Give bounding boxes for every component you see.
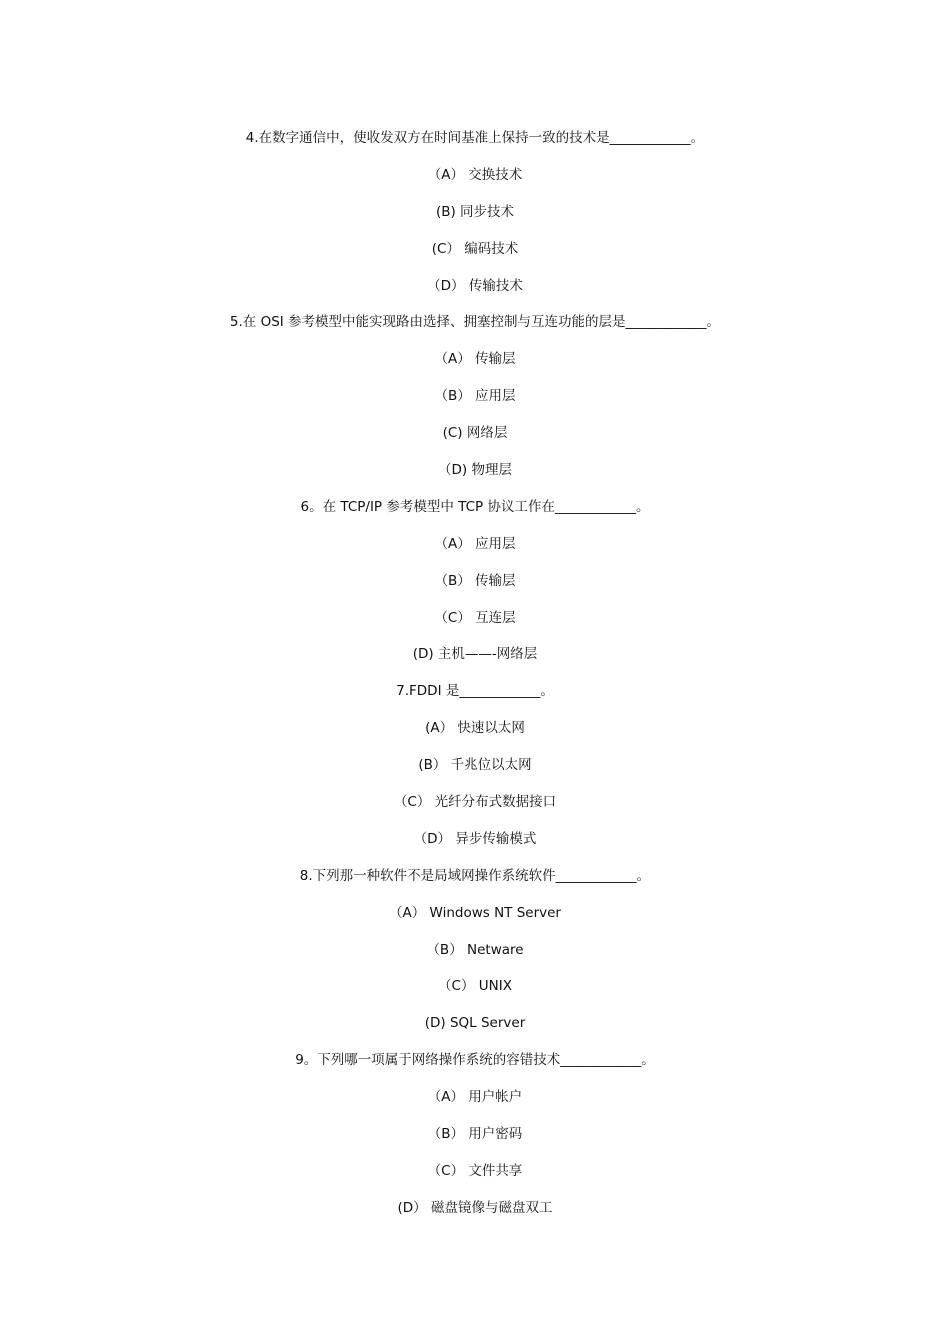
question-5-text: 5.在 OSI 参考模型中能实现路由选择、拥塞控制与互连功能的层是____________。 bbox=[229, 314, 721, 331]
question-9-option-c: （C） 文件共享 bbox=[427, 1162, 523, 1179]
question-5-option-b: （B） 应用层 bbox=[434, 388, 516, 405]
question-4-option-a: （A） 交换技术 bbox=[427, 166, 523, 183]
question-8-option-c: （C） UNIX bbox=[438, 978, 512, 995]
question-7-option-b: (B） 千兆位以太网 bbox=[418, 757, 532, 774]
question-9-option-d: (D） 磁盘镜像与磁盘双工 bbox=[397, 1199, 553, 1216]
question-6-option-a: （A） 应用层 bbox=[434, 535, 516, 552]
question-4-text: 4.在数字通信中，使收发双方在时间基准上保持一致的技术是____________。 bbox=[245, 130, 705, 146]
question-8-option-d: (D) SQL Server bbox=[424, 1015, 526, 1032]
question-7-option-a: (A） 快速以太网 bbox=[425, 720, 525, 737]
question-6-option-c: （C） 互连层 bbox=[434, 609, 516, 626]
question-7-text: 7.FDDI 是____________。 bbox=[396, 683, 554, 700]
question-6-option-d: (D) 主机——-网络层 bbox=[412, 646, 538, 663]
question-4-option-d: （D） 传输技术 bbox=[427, 277, 523, 294]
question-5-option-a: （A） 传输层 bbox=[434, 351, 516, 368]
question-7-option-c: （C） 光纤分布式数据接口 bbox=[393, 794, 557, 811]
question-9-text: 9。下列哪一项属于网络操作系统的容错技术____________。 bbox=[295, 1052, 655, 1069]
document-page bbox=[0, 127, 950, 1234]
question-5-option-d: （D) 物理层 bbox=[438, 462, 512, 479]
question-9-option-b: （B） 用户密码 bbox=[427, 1126, 523, 1143]
question-8-text: 8.下列那一种软件不是局域网操作系统软件____________。 bbox=[299, 867, 651, 884]
question-4-option-c: (C） 编码技术 bbox=[431, 240, 519, 257]
question-4-option-b: (B) 同步技术 bbox=[435, 203, 515, 220]
question-8-option-a: （A） Windows NT Server bbox=[389, 904, 561, 921]
question-7-option-d: （D） 异步传输模式 bbox=[413, 830, 537, 847]
question-9-option-a: （A） 用户帐户 bbox=[427, 1089, 523, 1106]
question-5-option-c: (C) 网络层 bbox=[442, 425, 508, 442]
question-6-text: 6。在 TCP/IP 参考模型中 TCP 协议工作在____________。 bbox=[300, 498, 650, 515]
question-8-option-b: （B） Netware bbox=[426, 941, 524, 958]
question-6-option-b: （B） 传输层 bbox=[434, 572, 516, 589]
